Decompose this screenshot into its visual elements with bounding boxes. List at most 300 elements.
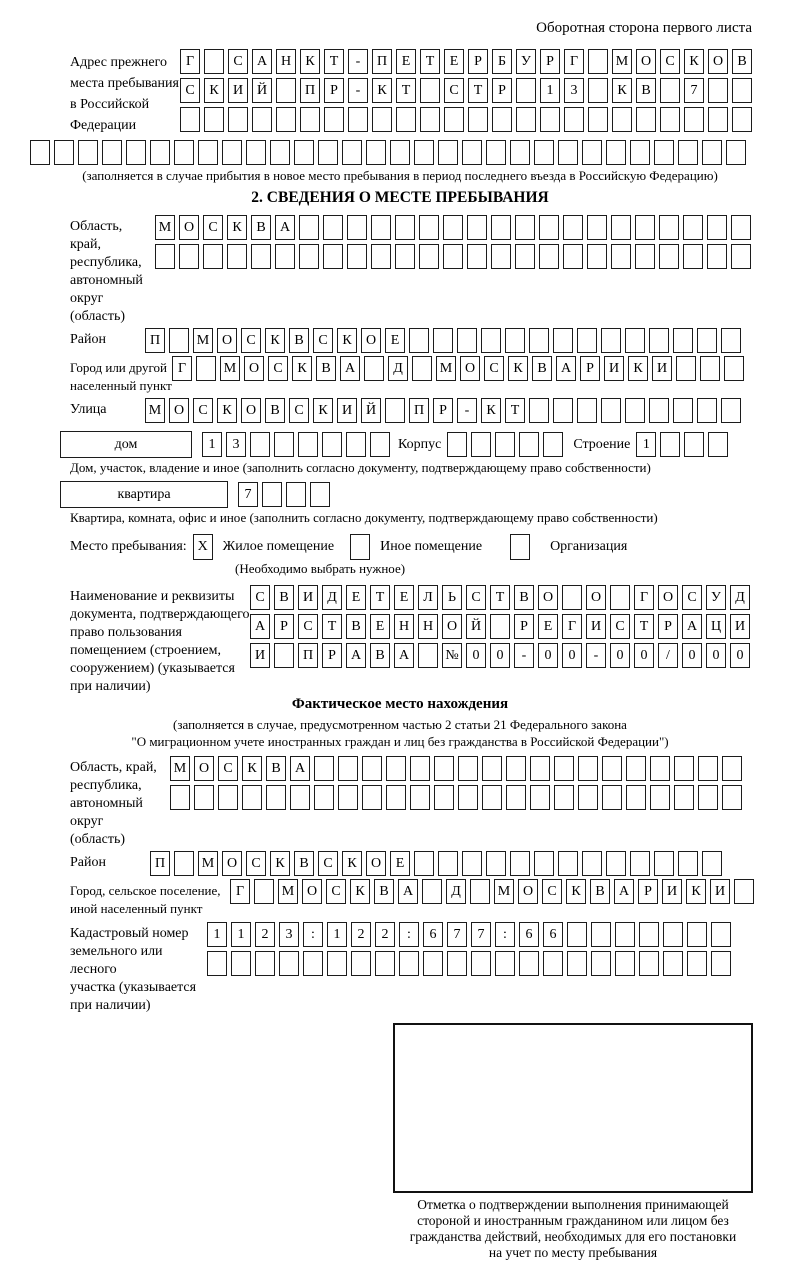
char-cell[interactable] [490, 614, 510, 639]
char-cell[interactable] [495, 951, 515, 976]
char-cell[interactable]: С [250, 585, 270, 610]
char-cell[interactable] [708, 107, 728, 132]
char-cell[interactable] [539, 215, 559, 240]
char-cell[interactable]: Р [492, 78, 512, 103]
char-cell[interactable]: 7 [447, 922, 467, 947]
char-cell[interactable]: С [313, 328, 333, 353]
char-cell[interactable] [228, 107, 248, 132]
char-cell[interactable] [700, 356, 720, 381]
char-cell[interactable]: Г [564, 49, 584, 74]
char-cell[interactable] [422, 879, 442, 904]
char-cell[interactable]: - [348, 49, 368, 74]
char-cell[interactable]: 0 [634, 643, 654, 668]
char-cell[interactable]: С [228, 49, 248, 74]
char-cell[interactable] [615, 951, 635, 976]
char-cell[interactable] [698, 756, 718, 781]
char-cell[interactable] [543, 432, 563, 457]
char-cell[interactable]: С [180, 78, 200, 103]
char-cell[interactable]: К [342, 851, 362, 876]
char-cell[interactable] [433, 328, 453, 353]
char-cell[interactable] [515, 215, 535, 240]
char-cell[interactable]: А [252, 49, 272, 74]
char-cell[interactable]: С [289, 398, 309, 423]
char-cell[interactable] [252, 107, 272, 132]
char-cell[interactable]: К [300, 49, 320, 74]
char-cell[interactable]: Н [418, 614, 438, 639]
char-cell[interactable]: И [652, 356, 672, 381]
char-cell[interactable] [540, 107, 560, 132]
char-cell[interactable] [591, 922, 611, 947]
char-cell[interactable] [338, 785, 358, 810]
char-cell[interactable]: К [684, 49, 704, 74]
char-cell[interactable] [270, 140, 290, 165]
char-cell[interactable]: 0 [730, 643, 750, 668]
char-cell[interactable] [491, 215, 511, 240]
char-cell[interactable] [467, 215, 487, 240]
char-cell[interactable] [471, 951, 491, 976]
char-cell[interactable] [711, 951, 731, 976]
char-cell[interactable]: В [636, 78, 656, 103]
char-cell[interactable]: В [251, 215, 271, 240]
char-cell[interactable]: Т [324, 49, 344, 74]
char-cell[interactable]: В [532, 356, 552, 381]
char-cell[interactable] [659, 215, 679, 240]
char-cell[interactable] [660, 432, 680, 457]
char-cell[interactable] [510, 851, 530, 876]
char-cell[interactable]: М [155, 215, 175, 240]
char-cell[interactable] [562, 585, 582, 610]
char-cell[interactable]: 3 [564, 78, 584, 103]
char-cell[interactable]: М [198, 851, 218, 876]
char-cell[interactable] [707, 215, 727, 240]
char-cell[interactable]: К [217, 398, 237, 423]
char-cell[interactable]: 1 [207, 922, 227, 947]
char-cell[interactable]: С [193, 398, 213, 423]
char-cell[interactable]: Л [418, 585, 438, 610]
char-cell[interactable]: Е [538, 614, 558, 639]
char-cell[interactable]: Е [396, 49, 416, 74]
char-cell[interactable] [207, 951, 227, 976]
char-cell[interactable] [492, 107, 512, 132]
char-cell[interactable] [180, 107, 200, 132]
char-cell[interactable] [150, 140, 170, 165]
char-cell[interactable] [323, 215, 343, 240]
char-cell[interactable] [203, 244, 223, 269]
char-cell[interactable] [650, 785, 670, 810]
char-cell[interactable] [482, 785, 502, 810]
char-cell[interactable]: Р [638, 879, 658, 904]
char-cell[interactable] [412, 356, 432, 381]
char-cell[interactable]: К [372, 78, 392, 103]
char-cell[interactable]: С [241, 328, 261, 353]
char-cell[interactable] [467, 244, 487, 269]
char-cell[interactable] [582, 851, 602, 876]
char-cell[interactable] [636, 107, 656, 132]
char-cell[interactable] [231, 951, 251, 976]
char-cell[interactable]: Р [433, 398, 453, 423]
char-cell[interactable] [78, 140, 98, 165]
char-cell[interactable] [654, 851, 674, 876]
char-cell[interactable] [366, 140, 386, 165]
char-cell[interactable] [324, 107, 344, 132]
char-cell[interactable]: М [170, 756, 190, 781]
char-cell[interactable]: Р [324, 78, 344, 103]
char-cell[interactable] [626, 785, 646, 810]
char-cell[interactable] [462, 851, 482, 876]
char-cell[interactable]: С [298, 614, 318, 639]
char-cell[interactable] [724, 356, 744, 381]
char-cell[interactable]: 6 [543, 922, 563, 947]
char-cell[interactable] [558, 140, 578, 165]
char-cell[interactable]: Й [252, 78, 272, 103]
char-cell[interactable] [684, 432, 704, 457]
char-cell[interactable] [678, 851, 698, 876]
char-cell[interactable] [419, 215, 439, 240]
char-cell[interactable]: О [179, 215, 199, 240]
char-cell[interactable]: 1 [202, 432, 222, 457]
char-cell[interactable]: И [298, 585, 318, 610]
char-cell[interactable] [371, 215, 391, 240]
char-cell[interactable] [486, 140, 506, 165]
char-cell[interactable] [578, 756, 598, 781]
char-cell[interactable] [708, 78, 728, 103]
char-cell[interactable] [663, 951, 683, 976]
char-cell[interactable] [318, 140, 338, 165]
char-cell[interactable]: Р [322, 643, 342, 668]
char-cell[interactable] [660, 107, 680, 132]
char-cell[interactable] [611, 244, 631, 269]
char-cell[interactable] [468, 107, 488, 132]
char-cell[interactable] [635, 215, 655, 240]
char-cell[interactable]: А [340, 356, 360, 381]
char-cell[interactable] [563, 215, 583, 240]
char-cell[interactable] [194, 785, 214, 810]
char-cell[interactable]: О [194, 756, 214, 781]
char-cell[interactable]: К [227, 215, 247, 240]
char-cell[interactable]: Ь [442, 585, 462, 610]
char-cell[interactable]: С [444, 78, 464, 103]
char-cell[interactable] [530, 785, 550, 810]
char-cell[interactable]: Б [492, 49, 512, 74]
char-cell[interactable]: В [266, 756, 286, 781]
char-cell[interactable] [654, 140, 674, 165]
char-cell[interactable] [438, 851, 458, 876]
char-cell[interactable]: К [337, 328, 357, 353]
char-cell[interactable]: О [442, 614, 462, 639]
char-cell[interactable]: О [241, 398, 261, 423]
char-cell[interactable]: : [303, 922, 323, 947]
char-cell[interactable]: 1 [636, 432, 656, 457]
char-cell[interactable]: Е [390, 851, 410, 876]
char-cell[interactable] [275, 244, 295, 269]
char-cell[interactable] [687, 951, 707, 976]
char-cell[interactable] [218, 785, 238, 810]
char-cell[interactable] [601, 328, 621, 353]
char-cell[interactable]: И [586, 614, 606, 639]
char-cell[interactable]: И [710, 879, 730, 904]
char-cell[interactable]: Й [361, 398, 381, 423]
char-cell[interactable]: 2 [255, 922, 275, 947]
char-cell[interactable] [385, 398, 405, 423]
char-cell[interactable] [290, 785, 310, 810]
char-cell[interactable] [250, 432, 270, 457]
char-cell[interactable] [639, 951, 659, 976]
char-cell[interactable]: М [193, 328, 213, 353]
char-cell[interactable] [659, 244, 679, 269]
char-cell[interactable]: Р [274, 614, 294, 639]
char-cell[interactable] [606, 851, 626, 876]
char-cell[interactable]: И [662, 879, 682, 904]
char-cell[interactable]: 3 [226, 432, 246, 457]
char-cell[interactable]: К [566, 879, 586, 904]
char-cell[interactable]: М [436, 356, 456, 381]
char-cell[interactable] [731, 244, 751, 269]
char-cell[interactable]: М [612, 49, 632, 74]
char-cell[interactable] [534, 851, 554, 876]
char-cell[interactable]: П [409, 398, 429, 423]
char-cell[interactable] [582, 140, 602, 165]
char-cell[interactable]: С [318, 851, 338, 876]
char-cell[interactable] [386, 756, 406, 781]
char-cell[interactable]: О [658, 585, 678, 610]
char-cell[interactable]: С [542, 879, 562, 904]
char-cell[interactable] [553, 328, 573, 353]
char-cell[interactable]: О [460, 356, 480, 381]
char-cell[interactable]: - [514, 643, 534, 668]
char-cell[interactable] [674, 756, 694, 781]
char-cell[interactable] [222, 140, 242, 165]
char-cell[interactable] [732, 107, 752, 132]
char-cell[interactable]: А [394, 643, 414, 668]
char-cell[interactable] [434, 756, 454, 781]
char-cell[interactable] [443, 215, 463, 240]
char-cell[interactable] [711, 922, 731, 947]
char-cell[interactable]: 0 [466, 643, 486, 668]
char-cell[interactable] [266, 785, 286, 810]
char-cell[interactable]: № [442, 643, 462, 668]
char-cell[interactable] [420, 78, 440, 103]
char-cell[interactable]: П [300, 78, 320, 103]
char-cell[interactable] [587, 215, 607, 240]
char-cell[interactable] [303, 951, 323, 976]
char-cell[interactable] [294, 140, 314, 165]
char-cell[interactable]: В [732, 49, 752, 74]
char-cell[interactable] [274, 432, 294, 457]
char-cell[interactable] [674, 785, 694, 810]
char-cell[interactable] [386, 785, 406, 810]
char-cell[interactable] [708, 432, 728, 457]
char-cell[interactable] [626, 756, 646, 781]
char-cell[interactable] [649, 328, 669, 353]
char-cell[interactable] [364, 356, 384, 381]
char-cell[interactable] [310, 482, 330, 507]
char-cell[interactable] [516, 107, 536, 132]
char-cell[interactable]: Т [490, 585, 510, 610]
char-cell[interactable]: К [508, 356, 528, 381]
char-cell[interactable]: О [586, 585, 606, 610]
char-cell[interactable]: Г [634, 585, 654, 610]
char-cell[interactable] [443, 244, 463, 269]
char-cell[interactable]: Г [230, 879, 250, 904]
char-cell[interactable]: В [514, 585, 534, 610]
char-cell[interactable]: К [350, 879, 370, 904]
char-cell[interactable]: 0 [610, 643, 630, 668]
char-cell[interactable] [610, 585, 630, 610]
char-cell[interactable]: И [228, 78, 248, 103]
char-cell[interactable]: О [302, 879, 322, 904]
char-cell[interactable] [375, 951, 395, 976]
char-cell[interactable]: 7 [238, 482, 258, 507]
char-cell[interactable]: А [398, 879, 418, 904]
char-cell[interactable] [298, 432, 318, 457]
char-cell[interactable] [351, 951, 371, 976]
char-cell[interactable]: О [222, 851, 242, 876]
char-cell[interactable] [519, 951, 539, 976]
char-cell[interactable] [683, 215, 703, 240]
char-cell[interactable]: С [682, 585, 702, 610]
char-cell[interactable] [567, 951, 587, 976]
char-cell[interactable]: М [220, 356, 240, 381]
char-cell[interactable] [444, 107, 464, 132]
char-cell[interactable] [601, 398, 621, 423]
char-cell[interactable] [246, 140, 266, 165]
char-cell[interactable] [470, 879, 490, 904]
char-cell[interactable]: 1 [540, 78, 560, 103]
char-cell[interactable] [530, 756, 550, 781]
char-cell[interactable]: Е [394, 585, 414, 610]
char-cell[interactable]: Д [322, 585, 342, 610]
char-cell[interactable] [414, 140, 434, 165]
char-cell[interactable] [505, 328, 525, 353]
char-cell[interactable] [606, 140, 626, 165]
char-cell[interactable] [678, 140, 698, 165]
char-cell[interactable] [578, 785, 598, 810]
char-cell[interactable]: О [217, 328, 237, 353]
char-cell[interactable]: / [658, 643, 678, 668]
char-cell[interactable] [660, 78, 680, 103]
char-cell[interactable] [625, 398, 645, 423]
char-cell[interactable] [529, 328, 549, 353]
char-cell[interactable]: 7 [684, 78, 704, 103]
char-cell[interactable] [204, 107, 224, 132]
char-cell[interactable]: О [169, 398, 189, 423]
char-cell[interactable] [721, 328, 741, 353]
char-cell[interactable] [174, 140, 194, 165]
char-cell[interactable]: В [374, 879, 394, 904]
char-cell[interactable] [300, 107, 320, 132]
char-cell[interactable]: В [316, 356, 336, 381]
char-cell[interactable]: В [590, 879, 610, 904]
char-cell[interactable] [279, 951, 299, 976]
char-cell[interactable]: С [610, 614, 630, 639]
char-cell[interactable] [732, 78, 752, 103]
char-cell[interactable]: П [298, 643, 318, 668]
char-cell[interactable]: О [538, 585, 558, 610]
char-cell[interactable] [322, 432, 342, 457]
char-cell[interactable] [198, 140, 218, 165]
char-cell[interactable]: Г [180, 49, 200, 74]
char-cell[interactable] [625, 328, 645, 353]
char-cell[interactable] [390, 140, 410, 165]
char-cell[interactable]: Р [580, 356, 600, 381]
char-cell[interactable] [155, 244, 175, 269]
char-cell[interactable]: 0 [490, 643, 510, 668]
char-cell[interactable] [615, 922, 635, 947]
char-cell[interactable]: Е [370, 614, 390, 639]
char-cell[interactable]: Н [394, 614, 414, 639]
char-cell[interactable] [314, 756, 334, 781]
char-cell[interactable] [274, 643, 294, 668]
char-cell[interactable] [255, 951, 275, 976]
char-cell[interactable] [567, 922, 587, 947]
char-cell[interactable] [447, 432, 467, 457]
char-cell[interactable]: Р [540, 49, 560, 74]
char-cell[interactable] [515, 244, 535, 269]
char-cell[interactable]: Р [468, 49, 488, 74]
char-cell[interactable]: В [274, 585, 294, 610]
char-cell[interactable] [347, 215, 367, 240]
char-cell[interactable] [698, 785, 718, 810]
char-cell[interactable] [342, 140, 362, 165]
char-cell[interactable]: И [337, 398, 357, 423]
char-cell[interactable] [418, 643, 438, 668]
char-cell[interactable]: О [361, 328, 381, 353]
char-cell[interactable] [276, 107, 296, 132]
char-cell[interactable] [419, 244, 439, 269]
char-cell[interactable]: А [275, 215, 295, 240]
char-cell[interactable]: Д [730, 585, 750, 610]
char-cell[interactable] [482, 756, 502, 781]
char-cell[interactable] [721, 398, 741, 423]
char-cell[interactable]: Р [658, 614, 678, 639]
char-cell[interactable] [262, 482, 282, 507]
char-cell[interactable] [458, 785, 478, 810]
char-cell[interactable] [588, 49, 608, 74]
char-cell[interactable] [684, 107, 704, 132]
char-cell[interactable]: И [604, 356, 624, 381]
char-cell[interactable]: Г [562, 614, 582, 639]
char-cell[interactable]: 0 [538, 643, 558, 668]
char-cell[interactable] [726, 140, 746, 165]
char-cell[interactable] [102, 140, 122, 165]
char-cell[interactable] [327, 951, 347, 976]
char-cell[interactable] [649, 398, 669, 423]
char-cell[interactable] [722, 785, 742, 810]
char-cell[interactable]: - [348, 78, 368, 103]
char-cell[interactable] [54, 140, 74, 165]
char-cell[interactable] [204, 49, 224, 74]
char-cell[interactable]: : [495, 922, 515, 947]
char-cell[interactable]: М [494, 879, 514, 904]
char-cell[interactable]: О [636, 49, 656, 74]
char-cell[interactable]: Т [505, 398, 525, 423]
char-cell[interactable] [731, 215, 751, 240]
char-cell[interactable]: Т [322, 614, 342, 639]
char-cell[interactable] [553, 398, 573, 423]
char-cell[interactable]: Д [446, 879, 466, 904]
char-cell[interactable] [423, 951, 443, 976]
char-cell[interactable]: Й [466, 614, 486, 639]
char-cell[interactable] [434, 785, 454, 810]
char-cell[interactable]: О [518, 879, 538, 904]
char-cell[interactable]: О [366, 851, 386, 876]
char-cell[interactable] [395, 244, 415, 269]
char-cell[interactable] [630, 140, 650, 165]
char-cell[interactable] [734, 879, 754, 904]
char-cell[interactable]: Ц [706, 614, 726, 639]
char-cell[interactable]: Т [468, 78, 488, 103]
char-cell[interactable]: : [399, 922, 419, 947]
